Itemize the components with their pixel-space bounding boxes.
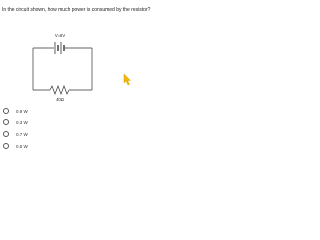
choice-1[interactable] xyxy=(3,108,63,116)
choice-3[interactable] xyxy=(3,131,63,139)
radio-button[interactable] xyxy=(3,119,9,125)
choice-label: 0.7 W xyxy=(16,131,28,137)
choice-label: 0.9 W xyxy=(16,108,28,114)
resistor-label: 40Ω xyxy=(56,97,64,102)
choice-2[interactable] xyxy=(3,119,63,127)
radio-button[interactable] xyxy=(3,143,9,149)
choice-4[interactable] xyxy=(3,143,63,151)
choice-label: 0.3 W xyxy=(16,119,28,125)
battery-label: V=6V xyxy=(54,33,66,38)
choice-label: 0.5 W xyxy=(16,143,28,149)
radio-button[interactable] xyxy=(3,131,9,137)
answer-choices xyxy=(0,0,200,154)
question-text: In the circuit shown, how much power is consumed by the resistor? xyxy=(2,7,151,13)
radio-button[interactable] xyxy=(3,108,9,114)
